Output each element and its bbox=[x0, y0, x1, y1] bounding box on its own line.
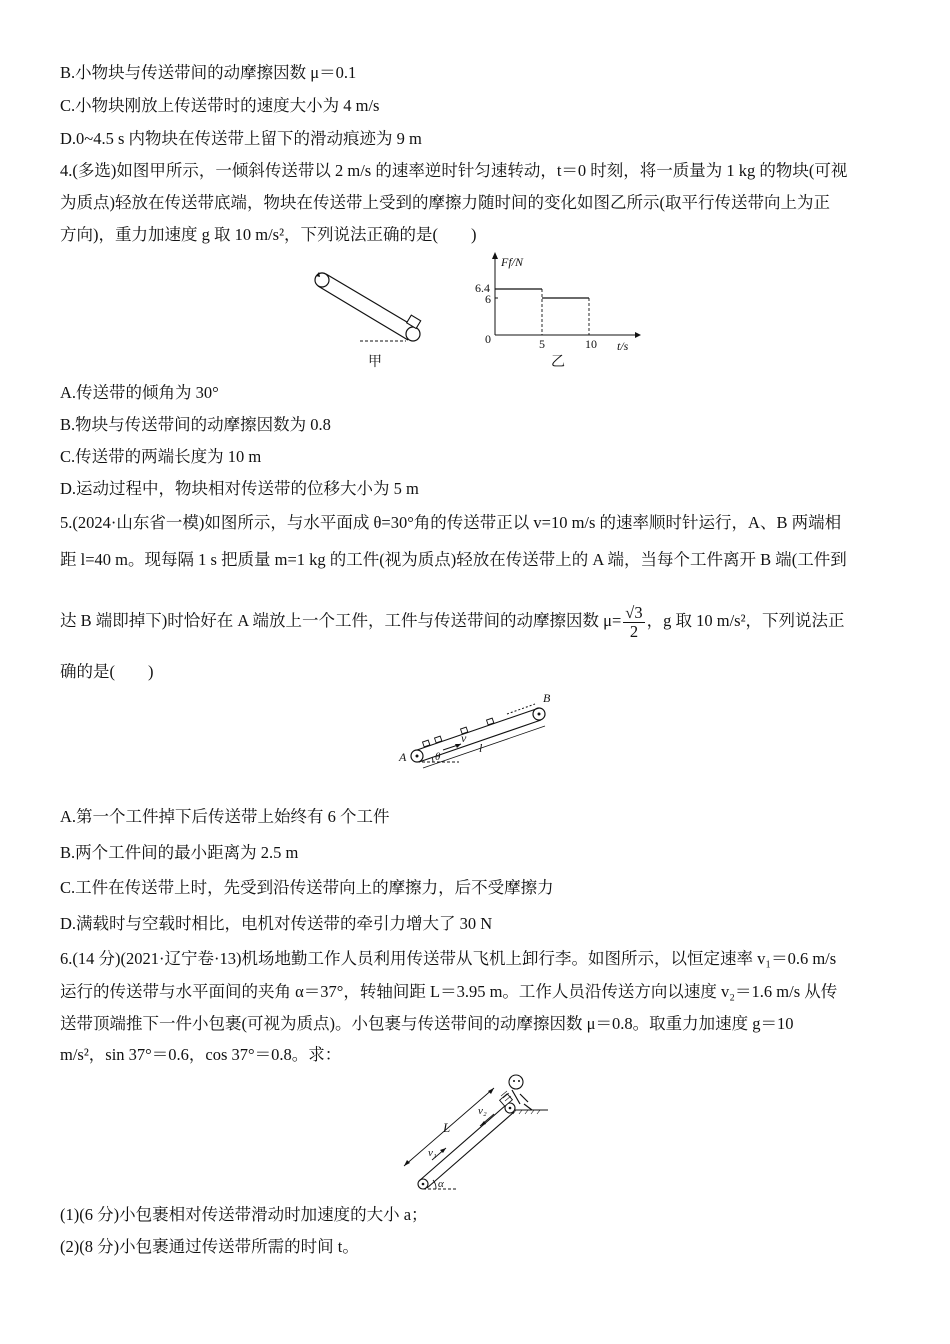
q6-stem-line4: m/s²，sin 37°＝0.6，cos 37°＝0.8。求： bbox=[60, 1045, 342, 1064]
q6-fig-label-v2: v₂ bbox=[478, 1105, 487, 1117]
q5-mu-fraction bbox=[623, 604, 644, 641]
q5-mu-numerator: √3 bbox=[625, 602, 643, 622]
q5-stem-line3-b: ，g 取 10 m/s²，下列说法正 bbox=[646, 611, 845, 630]
q5-figure bbox=[395, 692, 565, 774]
q4-option-a: A.传送带的倾角为 30° bbox=[60, 383, 219, 402]
q6-fig-label-l: L bbox=[443, 1120, 451, 1135]
q4-stem-line2: 为质点)轻放在传送带底端，物块在传送带上受到的摩擦力随时间的变化如图乙所示(取平行传送带向上为正 bbox=[60, 193, 830, 212]
q5-stem-line4: 确的是( ) bbox=[60, 662, 154, 681]
q4-option-c: C.传送带的两端长度为 10 m bbox=[60, 447, 262, 466]
q4-graph-origin: 0 bbox=[485, 332, 491, 346]
q4-graph-ytick-6: 6 bbox=[485, 292, 491, 306]
q5-fig-label-v: v bbox=[461, 731, 467, 745]
q5-mu-denominator: 2 bbox=[629, 621, 639, 641]
q3-option-b: B.小物块与传送带间的动摩擦因数 μ＝0.1 bbox=[60, 63, 357, 82]
q5-option-d: D.满载时与空载时相比，电机对传送带的牵引力增大了 30 N bbox=[60, 914, 493, 933]
q4-graph-xlabel: t/s bbox=[617, 339, 629, 353]
q4-graph-xtick-5: 5 bbox=[539, 337, 545, 351]
q6-figure bbox=[398, 1070, 553, 1196]
q5-stem-line2: 距 l=40 m。现每隔 1 s 把质量 m=1 kg 的工件(视为质点)轻放在传送带上的 A 端，当每个工件离开 B 端(工件到 bbox=[60, 550, 847, 569]
q5-fig-label-l: l bbox=[479, 741, 483, 755]
q6-stem-line2: 运行的传送带与水平面间的夹角 α＝37°，转轴间距 L＝3.95 m。工作人员沿传送方向以速度 v₂＝1.6 m/s 从传 bbox=[60, 982, 838, 1001]
q5-fig-label-a: A bbox=[399, 750, 407, 764]
q4-fig-yi-label: 乙 bbox=[551, 355, 565, 370]
q4-stem-line3: 方向)，重力加速度 g 取 10 m/s²，下列说法正确的是( ) bbox=[60, 225, 477, 244]
q4-graph-ytick-6-4: 6.4 bbox=[475, 281, 490, 295]
q4-figure-yi bbox=[465, 252, 645, 370]
q6-fig-label-alpha: α bbox=[438, 1178, 444, 1190]
q3-option-d: D.0~4.5 s 内物块在传送带上留下的滑动痕迹为 9 m bbox=[60, 129, 422, 148]
q5-fig-label-b: B bbox=[543, 692, 551, 705]
q5-option-c: C.工件在传送带上时，先受到沿传送带向上的摩擦力，后不受摩擦力 bbox=[60, 878, 554, 897]
q4-option-d: D.运动过程中，物块相对传送带的位移大小为 5 m bbox=[60, 479, 419, 498]
q5-option-b: B.两个工件间的最小距离为 2.5 m bbox=[60, 843, 299, 862]
q6-subquestion-2: (2)(8 分)小包裹通过传送带所需的时间 t。 bbox=[60, 1237, 359, 1256]
q6-subquestion-1: (1)(6 分)小包裹相对传送带滑动时加速度的大小 a； bbox=[60, 1205, 428, 1224]
q4-option-b: B.物块与传送带间的动摩擦因数为 0.8 bbox=[60, 415, 331, 434]
q4-fig-jia-label: 甲 bbox=[368, 355, 382, 370]
q6-stem-line3: 送带顶端推下一件小包裹(可视为质点)。小包裹与传送带间的动摩擦因数 μ＝0.8。取重力加速度 g＝10 bbox=[60, 1014, 794, 1033]
q5-fig-label-theta: θ bbox=[435, 751, 441, 763]
q5-option-a: A.第一个工件掉下后传送带上始终有 6 个工件 bbox=[60, 807, 390, 826]
q4-graph-xtick-10: 10 bbox=[585, 337, 597, 351]
q5-stem-line3-a: 达 B 端即掉下)时恰好在 A 端放上一个工件，工件与传送带间的动摩擦因数 μ= bbox=[60, 611, 622, 630]
q4-graph-ylabel: Ff/N bbox=[501, 255, 524, 269]
q3-option-c: C.小物块刚放上传送带时的速度大小为 4 m/s bbox=[60, 96, 380, 115]
q5-stem-line1: 5.(2024·山东省一模)如图所示，与水平面成 θ=30°角的传送带正以 v=10 m/s 的速率顺时针运行，A、B 两端相 bbox=[60, 513, 842, 532]
q4-figure-jia bbox=[300, 262, 440, 374]
q5-stem-line3 bbox=[60, 603, 845, 641]
q6-fig-label-v1: v₁ bbox=[428, 1147, 437, 1159]
q6-stem-line1: 6.(14 分)(2021·辽宁卷·13)机场地勤工作人员利用传送带从飞机上卸行李。如图所示，以恒定速率 v₁＝0.6 m/s bbox=[60, 949, 837, 968]
q4-stem-line1: 4.(多选)如图甲所示，一倾斜传送带以 2 m/s 的速率逆时针匀速转动，t＝0 时刻，将一质量为 1 kg 的物块(可视 bbox=[60, 161, 848, 180]
